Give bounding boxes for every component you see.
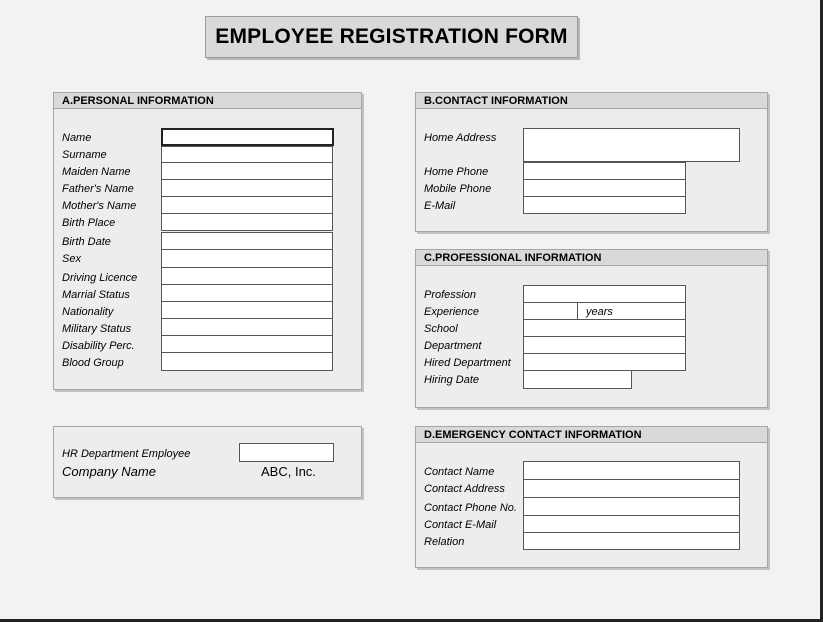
- fathers-name-label: Father's Name: [62, 183, 134, 195]
- profession-label: Profession: [424, 289, 476, 301]
- mothers-name-input[interactable]: [161, 196, 333, 214]
- hr-employee-input[interactable]: [239, 443, 334, 462]
- contact-information-header: B.CONTACT INFORMATION: [416, 93, 767, 109]
- home-phone-input[interactable]: [523, 162, 686, 180]
- contact-name-input[interactable]: [523, 461, 740, 480]
- fathers-name-input[interactable]: [161, 179, 333, 197]
- experience-label: Experience: [424, 306, 480, 318]
- relation-input[interactable]: [523, 532, 740, 550]
- sex-label: Sex: [62, 253, 81, 265]
- surname-label: Surname: [62, 149, 107, 161]
- profession-input[interactable]: [523, 285, 686, 303]
- hiring-date-label: Hiring Date: [424, 374, 480, 386]
- mothers-name-label: Mother's Name: [62, 200, 137, 212]
- mobile-phone-label: Mobile Phone: [424, 183, 492, 195]
- birth-place-input[interactable]: [161, 213, 333, 231]
- disability-perc-input[interactable]: [161, 335, 333, 353]
- contact-address-input[interactable]: [523, 479, 740, 498]
- marrial-status-label: Marrial Status: [62, 289, 130, 301]
- school-input[interactable]: [523, 319, 686, 337]
- maiden-name-input[interactable]: [161, 162, 333, 180]
- hired-department-label: Hired Department: [424, 357, 511, 369]
- contact-email-label: Contact E-Mail: [424, 519, 497, 531]
- form-title: EMPLOYEE REGISTRATION FORM: [205, 16, 578, 58]
- hired-department-input[interactable]: [523, 353, 686, 371]
- hr-employee-label: HR Department Employee: [62, 448, 191, 460]
- driving-licence-label: Driving Licence: [62, 272, 138, 284]
- blood-group-label: Blood Group: [62, 357, 124, 369]
- hr-section: [53, 426, 362, 498]
- mobile-phone-input[interactable]: [523, 179, 686, 197]
- contact-phone-label: Contact Phone No.: [424, 502, 517, 514]
- email-input[interactable]: [523, 196, 686, 214]
- professional-information-header: C.PROFESSIONAL INFORMATION: [416, 250, 767, 266]
- military-status-label: Military Status: [62, 323, 132, 335]
- blood-group-input[interactable]: [161, 352, 333, 371]
- birth-date-input[interactable]: [161, 232, 333, 250]
- contact-address-label: Contact Address: [424, 483, 505, 495]
- company-name-value: ABC, Inc.: [261, 464, 316, 479]
- disability-perc-label: Disability Perc.: [62, 340, 135, 352]
- department-input[interactable]: [523, 336, 686, 354]
- contact-name-label: Contact Name: [424, 466, 495, 478]
- driving-licence-input[interactable]: [161, 267, 333, 285]
- birth-place-label: Birth Place: [62, 217, 116, 229]
- military-status-input[interactable]: [161, 318, 333, 336]
- contact-email-input[interactable]: [523, 515, 740, 533]
- department-label: Department: [424, 340, 482, 352]
- sex-input[interactable]: [161, 249, 333, 268]
- birth-date-label: Birth Date: [62, 236, 111, 248]
- home-address-input[interactable]: [523, 128, 740, 162]
- surname-input[interactable]: [161, 146, 333, 163]
- home-phone-label: Home Phone: [424, 166, 489, 178]
- nationality-label: Nationality: [62, 306, 114, 318]
- email-label: E-Mail: [424, 200, 456, 212]
- maiden-name-label: Maiden Name: [62, 166, 131, 178]
- hiring-date-input[interactable]: [523, 370, 632, 389]
- emergency-contact-header: D.EMERGENCY CONTACT INFORMATION: [416, 427, 767, 443]
- name-input[interactable]: [161, 128, 334, 146]
- personal-information-header: A.PERSONAL INFORMATION: [54, 93, 361, 109]
- name-label: Name: [62, 132, 92, 144]
- home-address-label: Home Address: [424, 132, 497, 144]
- company-name-label: Company Name: [62, 464, 156, 479]
- experience-input[interactable]: [523, 302, 578, 320]
- nationality-input[interactable]: [161, 301, 333, 319]
- relation-label: Relation: [424, 536, 465, 548]
- contact-phone-input[interactable]: [523, 497, 740, 516]
- school-label: School: [424, 323, 458, 335]
- marrial-status-input[interactable]: [161, 284, 333, 302]
- experience-unit-label: years: [586, 306, 613, 318]
